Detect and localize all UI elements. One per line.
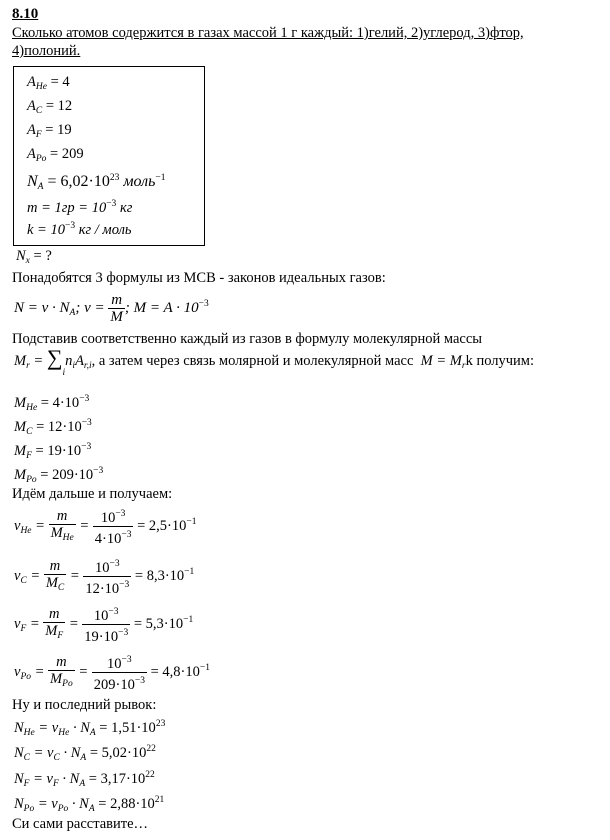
molecular-mass-line: $M_r = \sum_in_iA_{r,i}$, а затем через связь молярной и молекулярной масс $M = M_rk$ получим: bbox=[14, 345, 534, 378]
molar-mass-c: $M_C = 12\cdot 10^{-3}$ bbox=[14, 418, 92, 437]
text-formulas-intro: Понадобятся 3 формулы из МСВ - законов идеальных газов: bbox=[12, 270, 386, 286]
fraction-m-over-M: $\frac{m}{M}$ bbox=[110, 292, 123, 325]
text-substitute: Подставив соответственно каждый из газов в формулу молекулярной массы bbox=[12, 331, 483, 347]
text-next: Идём дальше и получаем: bbox=[12, 486, 173, 502]
find-nx: $N_x$ = ? bbox=[16, 248, 52, 266]
n-he: $N_{He} = \nu_{He} \cdot N_A = 1,51\cdot 10^{23}$ bbox=[14, 719, 166, 738]
formulas-line: $N = \nu \cdot N_A$; ν = $\frac{m}{M}$ ; $M = A \cdot 10^{-3}$ bbox=[14, 292, 209, 325]
n-po: $N_{Po} = \nu_{Po} \cdot N_A = 2,88\cdot 10^{21}$ bbox=[14, 795, 165, 814]
sum-symbol: ∑ bbox=[46, 345, 63, 370]
given-a-he: $A_{He} = 4$ bbox=[27, 74, 70, 92]
molar-mass-he: $M_{He} = 4\cdot 10^{-3}$ bbox=[14, 394, 90, 413]
n-c: $N_C = \nu_C \cdot N_A = 5,02\cdot 10^{22}$ bbox=[14, 744, 156, 763]
given-mass: $m = 1гр = 10^{-3}$ кг bbox=[27, 199, 133, 216]
molar-mass-po: $M_{Po} = 209\cdot 10^{-3}$ bbox=[14, 466, 104, 485]
given-a-c: $A_C = 12$ bbox=[27, 98, 73, 116]
nu-f: $\nu_F$ = $\frac{m}{M_F}$ = $\frac{10^{-3}}{19\cdot 10^{-3}}$ = $5,3\cdot 10^{-1}$ bbox=[14, 605, 194, 645]
text-closing: Си сами расставите… bbox=[12, 816, 149, 832]
problem-number: 8.10 bbox=[12, 6, 39, 22]
nu-c: $\nu_C$ = $\frac{m}{M_C}$ = $\frac{10^{-3}}{12\cdot 10^{-3}}$ = $8,3\cdot 10^{-1}$ bbox=[14, 557, 195, 597]
problem-statement-line2: 4)полоний. bbox=[12, 43, 81, 59]
given-a-f: $A_F = 19$ bbox=[27, 122, 72, 140]
nu-po: $\nu_{Po}$ = $\frac{m}{M_{Po}}$ = $\frac{10^{-3}}{209\cdot 10^{-3}}$ = $4,8\cdot 10^{-1}$ bbox=[14, 653, 210, 693]
problem-statement-line1: Сколько атомов содержится в газах массой 1 г каждый: 1)гелий, 2)углерод, 3)фтор, bbox=[12, 25, 524, 41]
text-last-step: Ну и последний рывок: bbox=[12, 697, 157, 713]
given-a-po: $A_{Po} = 209$ bbox=[27, 146, 84, 164]
nu-he: $\nu_{He}$ = $\frac{m}{M_{He}}$ = $\frac{10^{-3}}{4\cdot 10^{-3}}$ = $2,5\cdot 10^{-1}$ bbox=[14, 507, 197, 547]
given-avogadro: $N_A = 6,02\cdot 10^{23}$ моль$^{-1}$ bbox=[27, 173, 166, 192]
given-k: $k = 10^{-3}$ кг / моль bbox=[27, 221, 132, 238]
n-f: $N_F = \nu_F \cdot N_A = 3,17\cdot 10^{22}$ bbox=[14, 770, 155, 789]
molar-mass-f: $M_F = 19\cdot 10^{-3}$ bbox=[14, 442, 92, 461]
